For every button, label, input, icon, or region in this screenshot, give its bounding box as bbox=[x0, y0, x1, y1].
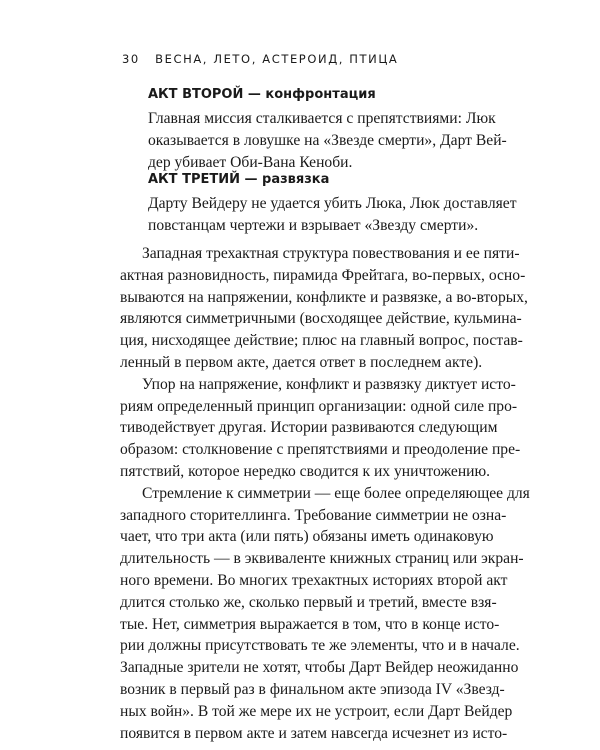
paragraph-line: тиводействует другая. Истории развиваются следующим bbox=[120, 419, 498, 437]
paragraph-line: ция, нисходящее действие; плюс на главный вопрос, постав- bbox=[120, 332, 523, 350]
paragraph-line: западного сторителлинга. Требование симметрии не озна- bbox=[120, 506, 507, 524]
paragraph-line: Западные зрители не хотят, чтобы Дарт Вейдер неожиданно bbox=[120, 659, 519, 677]
act-three-line: Дарту Вейдеру не удается убить Люка, Люк доставляет bbox=[148, 195, 517, 212]
paragraph-line: рии должны присутствовать те же элементы, что и в начале. bbox=[120, 637, 520, 655]
running-head bbox=[122, 52, 398, 66]
book-title: ВЕСНА, ЛЕТО, АСТЕРОИД, ПТИЦА bbox=[155, 52, 399, 66]
paragraph-line: вываются на напряжении, конфликте и развязке, а во-вторых, bbox=[120, 288, 528, 306]
act-three-heading-rest: — развязка bbox=[239, 172, 330, 187]
act-three-text bbox=[148, 193, 517, 237]
paragraph-line: актная разновидность, пирамида Фрейтага, во-первых, осно- bbox=[120, 266, 526, 284]
act-two-line: Главная миссия сталкивается с препятствиями: Люк bbox=[148, 110, 496, 127]
act-three-block bbox=[148, 171, 517, 237]
paragraph-line: появится в первом акте и затем навсегда исчезнет из исто- bbox=[120, 724, 508, 742]
paragraph-line: длительность — в эквиваленте книжных страниц или экран- bbox=[120, 550, 524, 568]
body-text bbox=[120, 243, 530, 744]
paragraph-line: чает, что три акта (или пять) обязаны иметь одинаковую bbox=[120, 528, 494, 546]
act-two-heading-caps: АКТ ВТОРОЙ bbox=[148, 87, 244, 102]
paragraph-line: образом: столкновение с препятствиями и преодоление пре- bbox=[120, 441, 521, 459]
paragraph-line: ных войн». В той же мере их не устроит, если Дарт Вейдер bbox=[120, 702, 513, 720]
act-three-line: повстанцам чертежи и взрывает «Звезду смерти». bbox=[148, 216, 479, 234]
paragraph-line: пятствий, которое нередко сводится к их уничтожению. bbox=[120, 462, 491, 480]
act-three-heading bbox=[148, 171, 478, 189]
paragraph-line: риям определенный принцип организации: одной силе про- bbox=[120, 397, 518, 415]
paragraph-line: возник в первый раз в финальном акте эпизода IV «Звезд- bbox=[120, 680, 505, 698]
page-number: 30 bbox=[122, 52, 140, 66]
paragraph-line: ленный в первом акте, дается ответ в последнем акте). bbox=[120, 353, 483, 371]
act-two-heading bbox=[148, 86, 478, 104]
paragraph-line: длится столько же, сколько первый и третий, вместе взя- bbox=[120, 593, 497, 611]
paragraph-line: Стремление к симметрии — еще более определяющее для bbox=[142, 484, 530, 502]
act-two-line: дер убивает Оби-Вана Кеноби. bbox=[148, 153, 353, 171]
paragraph-line: являются симметричными (восходящее действие, кульмина- bbox=[120, 310, 522, 328]
paragraph-line: Упор на напряжение, конфликт и развязку диктует исто- bbox=[142, 375, 516, 393]
act-two-text bbox=[148, 108, 507, 173]
act-two-heading-rest: — конфронтация bbox=[243, 87, 376, 102]
act-two-line: оказывается в ловушке на «Звезде смерти», Дарт Вей- bbox=[148, 131, 507, 149]
act-two-block bbox=[148, 86, 507, 173]
paragraph-line: Западная трехактная структура повествования и ее пяти- bbox=[142, 245, 520, 262]
paragraph-line: тые. Нет, симметрия выражается в том, что в конце исто- bbox=[120, 615, 500, 633]
paragraph-line: ного времени. Во многих трехактных историях второй акт bbox=[120, 571, 508, 589]
act-three-heading-caps: АКТ ТРЕТИЙ bbox=[148, 172, 240, 187]
